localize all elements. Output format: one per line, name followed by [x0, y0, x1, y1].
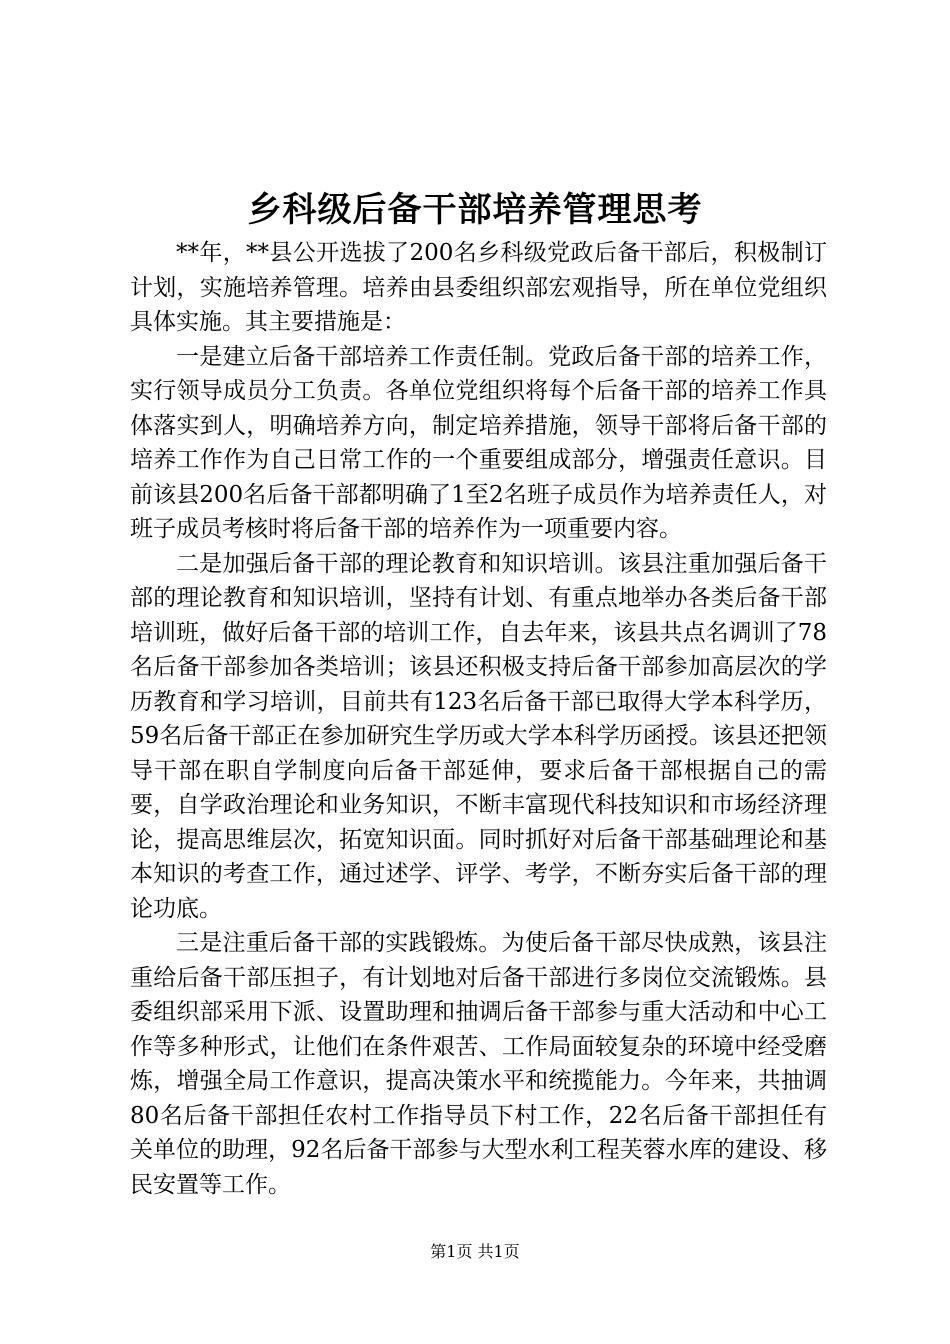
document-body [130, 236, 827, 1202]
document-title: 乡科级后备干部培养管理思考 [247, 190, 703, 230]
paragraph-measure-one: 一是建立后备干部培养工作责任制。党政后备干部的培养工作，实行领导成员分工负责。各单位党组织将每个后备干部的培养工作具体落实到人，明确培养方向，制定培养措施，领导干部将后备干部的培养工作作为自己日常工作的一个重要组成部分，增强责任意识。目前该县200名后备干部都明确了1至2名班子成员作为培养责任人，对班子成员考核时将后备干部的培养作为一项重要内容。 [130, 343, 827, 542]
paragraph-measure-three: 三是注重后备干部的实践锻炼。为使后备干部尽快成熟，该县注重给后备干部压担子，有计划地对后备干部进行多岗位交流锻炼。县委组织部采用下派、设置助理和抽调后备干部参与重大活动和中心工作等多种形式，让他们在条件艰苦、工作局面较复杂的环境中经受磨炼，增强全局工作意识，提高决策水平和统揽能力。今年来，共抽调80名后备干部担任农村工作指导员下村工作，22名后备干部担任有关单位的助理，92名后备干部参与大型水利工程芙蓉水库的建设、移民安置等工作。 [130, 930, 827, 1198]
paragraph-intro: **年，**县公开选拔了200名乡科级党政后备干部后，积极制订计划，实施培养管理。培养由县委组织部宏观指导，所在单位党组织具体实施。其主要措施是： [130, 240, 827, 335]
page-number-footer: 第1页 共1页 [430, 1242, 520, 1261]
paragraph-measure-two: 二是加强后备干部的理论教育和知识培训。该县注重加强后备干部的理论教育和知识培训，坚持有计划、有重点地举办各类后备干部培训班，做好后备干部的培训工作，自去年来，该县共点名调训了78名后备干部参加各类培训；该县还积极支持后备干部参加高层次的学历教育和学习培训，目前共有123名后备干部已取得大学本科学历，59名后备干部正在参加研究生学历或大学本科学历函授。该县还把领导干部在职自学制度向后备干部延伸，要求后备干部根据自己的需要，自学政治理论和业务知识，不断丰富现代科技知识和市场经济理论，提高思维层次，拓宽知识面。同时抓好对后备干部基础理论和基本知识的考查工作，通过述学、评学、考学，不断夯实后备干部的理论功底。 [130, 550, 827, 922]
